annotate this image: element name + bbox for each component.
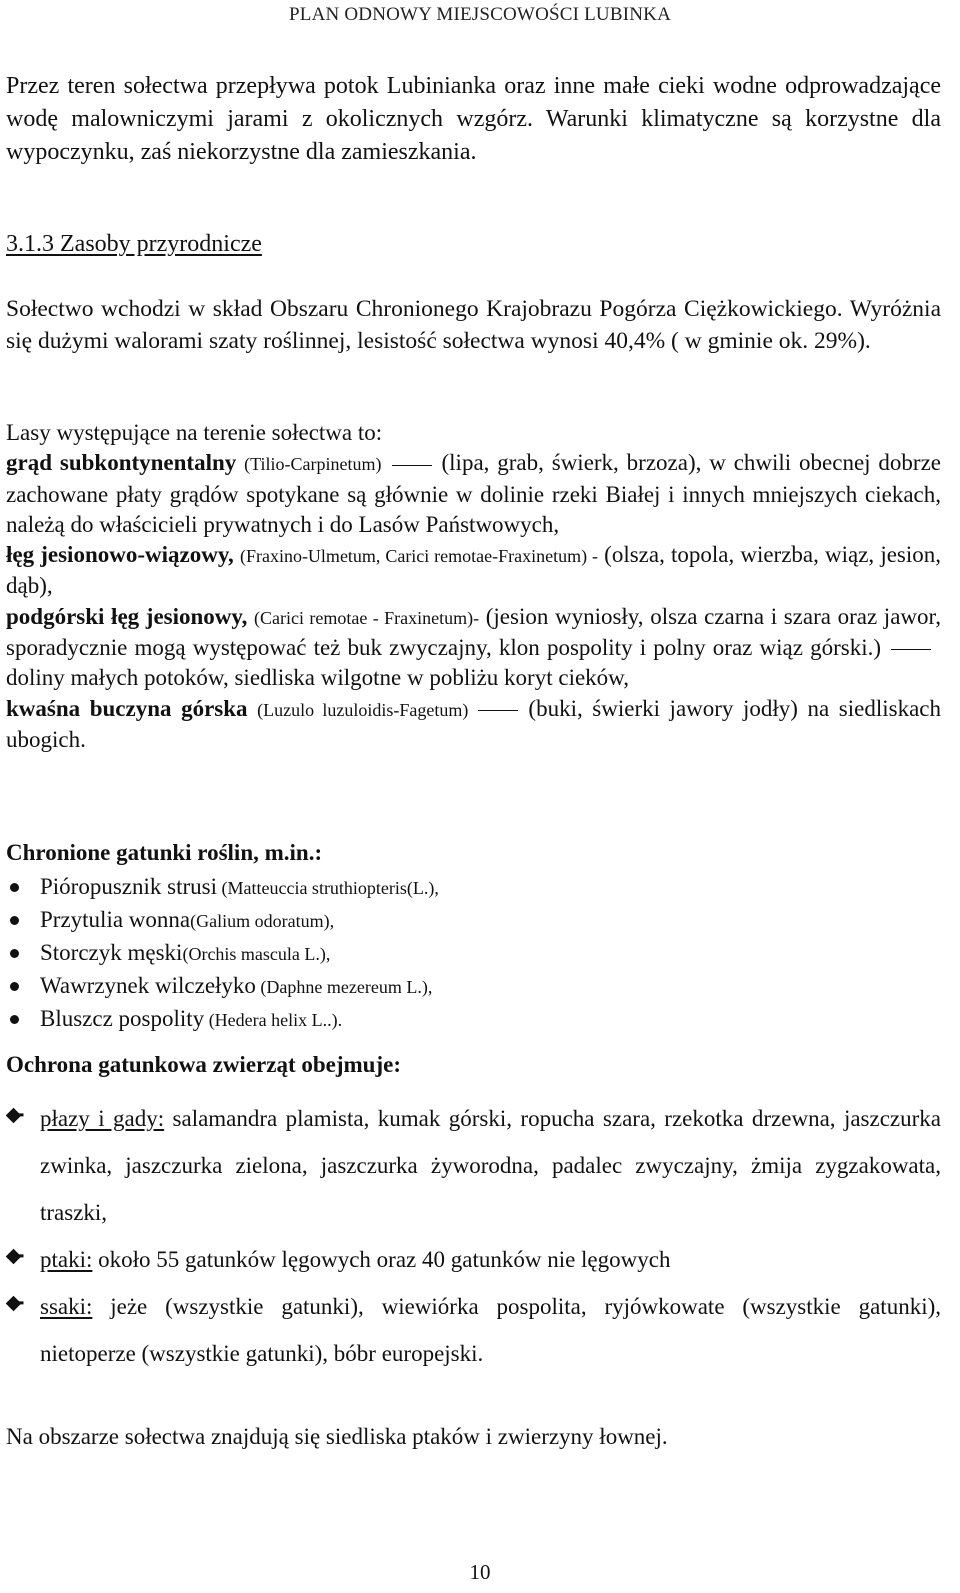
list-item: [6, 1095, 941, 1236]
intro-paragraph: Przez teren sołectwa przepływa potok Lubinianka oraz inne małe cieki wodne odprowadzające wodę malowniczymi jarami z okolicznych wzgórz. Warunki klimatyczne są korzystne dla wypoczynku, zaś niekorzystne dla zamieszkania.: [6, 73, 941, 165]
list-item: [6, 1002, 941, 1035]
plant-latin: (Galium odoratum),: [190, 911, 335, 931]
protected-plants-title: Chronione gatunki roślin, m.in.:: [6, 840, 323, 865]
list-item: [6, 969, 941, 1002]
list-item: [6, 870, 941, 903]
closing-paragraph: Na obszarze sołectwa znajdują się siedliska ptaków i zwierzyny łownej.: [6, 1424, 668, 1449]
forest-name: kwaśna buczyna górska: [6, 695, 248, 721]
bullet-icon: [10, 916, 19, 925]
plant-name: Pióropusznik strusi: [40, 874, 217, 899]
forest-latin: (Tilio-Carpinetum): [244, 454, 382, 475]
page-number: 10: [469, 1560, 491, 1584]
forest-name: podgórski łęg jesionowy,: [6, 603, 248, 629]
plant-name: Przytulia wonna: [40, 907, 191, 932]
forest-desc-2: doliny małych potoków, siedliska wilgotne w pobliżu koryt cieków,: [6, 665, 630, 691]
forest-desc: (lipa, grab, świerk, brzoza), w chwili obecnej dobrze zachowane płaty grądów spotykane są głównie w dolinie rzeki Białej i innych mniejszych ciekach, należą do właścicieli prywatnych i do Lasów Państwowych,: [6, 450, 942, 537]
dash-separator: [478, 710, 518, 711]
plant-name: Bluszcz pospolity: [40, 1006, 205, 1031]
forest-latin: (Luzulo luzuloidis-Fagetum): [257, 699, 469, 720]
animal-group-label: płazy i gady:: [40, 1106, 165, 1131]
forests-intro: Lasy występujące na terenie sołectwa to:: [6, 420, 383, 445]
animals-list: [6, 1095, 941, 1377]
plant-latin: (Daphne mezereum L.),: [255, 977, 433, 997]
page-header: PLAN ODNOWY MIEJSCOWOŚCI LUBINKA: [289, 4, 671, 25]
forest-item: [6, 540, 941, 602]
forest-desc: (jesion wyniosły, olsza czarna i szara oraz jawor, sporadycznie mogą występować też buk zwyczajny, klon pospolity i polny oraz wiąz górski.): [6, 603, 942, 661]
section-heading: 3.1.3 Zasoby przyrodnicze: [6, 231, 262, 257]
list-item: [6, 1236, 941, 1283]
forest-latin: (Fraxino-Ulmetum, Carici remotae-Fraxinetum) -: [239, 546, 599, 567]
diamond-bullet-icon: [6, 1296, 22, 1312]
animal-group-label: ssaki:: [40, 1294, 93, 1319]
list-item: [6, 903, 941, 936]
list-item: [6, 936, 941, 969]
bullet-icon: [10, 883, 19, 892]
bullet-icon: [10, 949, 19, 958]
plant-name: Wawrzynek wilczełyko: [40, 973, 256, 998]
plant-latin: (Hedera helix L..).: [204, 1010, 343, 1030]
plant-latin: (Orchis mascula L.),: [182, 944, 331, 964]
forest-item: [6, 448, 941, 540]
forest-item: [6, 602, 941, 694]
protected-plants-list: [6, 870, 941, 1035]
dash-separator: [392, 465, 432, 466]
forests-section: [6, 418, 941, 755]
section-paragraph: Sołectwo wchodzi w skład Obszaru Chronionego Krajobrazu Pogórza Ciężkowickiego. Wyróżnia się dużymi walorami szaty roślinnej, lesistość sołectwa wynosi 40,4% ( w gminie ok. 29%).: [6, 296, 941, 354]
dash-separator: [891, 649, 931, 650]
animal-group-text: około 55 gatunków lęgowych oraz 40 gatunków nie lęgowych: [92, 1247, 671, 1272]
list-item: [6, 1283, 941, 1377]
forest-desc: (buki, świerki jawory jodły) na siedliskach ubogich.: [6, 695, 941, 752]
animal-group-text: jeże (wszystkie gatunki), wiewiórka pospolita, ryjówkowate (wszystkie gatunki), nietoperze (wszystkie gatunki), bóbr europejski.: [40, 1294, 941, 1366]
plant-latin: (Matteuccia struthiopteris(L.),: [216, 878, 439, 898]
animals-title: Ochrona gatunkowa zwierząt obejmuje:: [6, 1052, 401, 1077]
forest-item: [6, 694, 941, 756]
animal-group-label: ptaki:: [40, 1247, 93, 1272]
forest-latin: (Carici remotae - Fraxinetum)-: [254, 607, 480, 628]
bullet-icon: [10, 982, 19, 991]
plant-name: Storczyk męski: [40, 940, 183, 965]
forest-name: łęg jesionowo-wiązowy,: [6, 542, 234, 568]
diamond-bullet-icon: [6, 1108, 22, 1124]
diamond-bullet-icon: [6, 1249, 22, 1265]
forest-desc: (olsza, topola, wierzba, wiąz, jesion, dąb),: [6, 542, 942, 599]
forest-name: grąd subkontynentalny: [6, 450, 237, 476]
bullet-icon: [10, 1015, 19, 1024]
animal-group-text: salamandra plamista, kumak górski, ropucha szara, rzekotka drzewna, jaszczurka zwinka, jaszczurka zielona, jaszczurka żyworodna, padalec zwyczajny, żmija zygzakowata, traszki,: [40, 1106, 941, 1225]
